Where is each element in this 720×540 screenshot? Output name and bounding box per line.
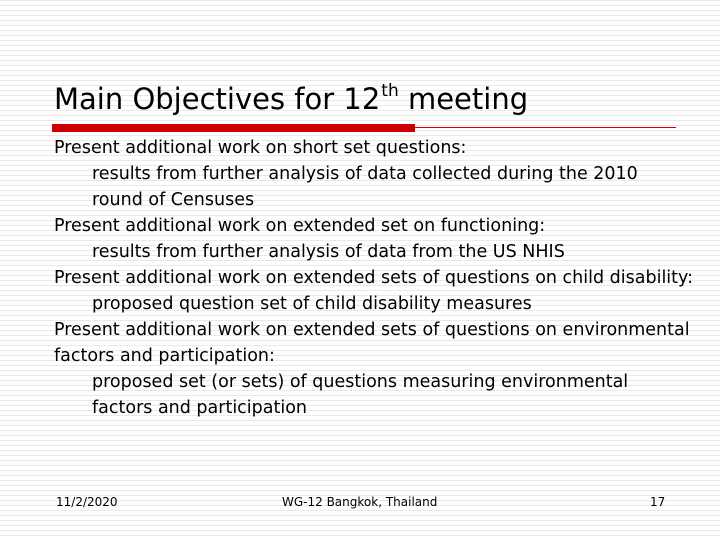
title-underline-bar <box>52 124 415 132</box>
slide-title <box>54 79 674 124</box>
bullet-item: Present additional work on extended sets of questions on environmental factors and participation: <box>54 320 690 366</box>
sub-bullet-item: results from further analysis of data collected during the 2010 round of Censuses <box>92 164 638 210</box>
footer-page-number: 17 <box>650 495 666 509</box>
sub-bullet-item: results from further analysis of data from the US NHIS <box>92 242 565 262</box>
sub-bullet-item: proposed set (or sets) of questions measuring environmental factors and participation <box>92 372 629 418</box>
footer-event: WG-12 Bangkok, Thailand <box>282 495 438 509</box>
title-underline-line <box>415 127 676 128</box>
title-prefix: Main Objectives for 12 <box>54 82 381 116</box>
bullet-item: Present additional work on short set questions: <box>54 138 467 158</box>
footer-date: 11/2/2020 <box>56 495 118 509</box>
title-suffix: meeting <box>398 82 529 116</box>
bullet-item: Present additional work on extended sets of questions on child disability: <box>54 268 694 288</box>
bullet-item: Present additional work on extended set on functioning: <box>54 216 546 236</box>
bullet-list <box>54 135 694 421</box>
sub-bullet-item: proposed question set of child disability measures <box>92 294 532 314</box>
title-superscript: th <box>381 81 399 101</box>
